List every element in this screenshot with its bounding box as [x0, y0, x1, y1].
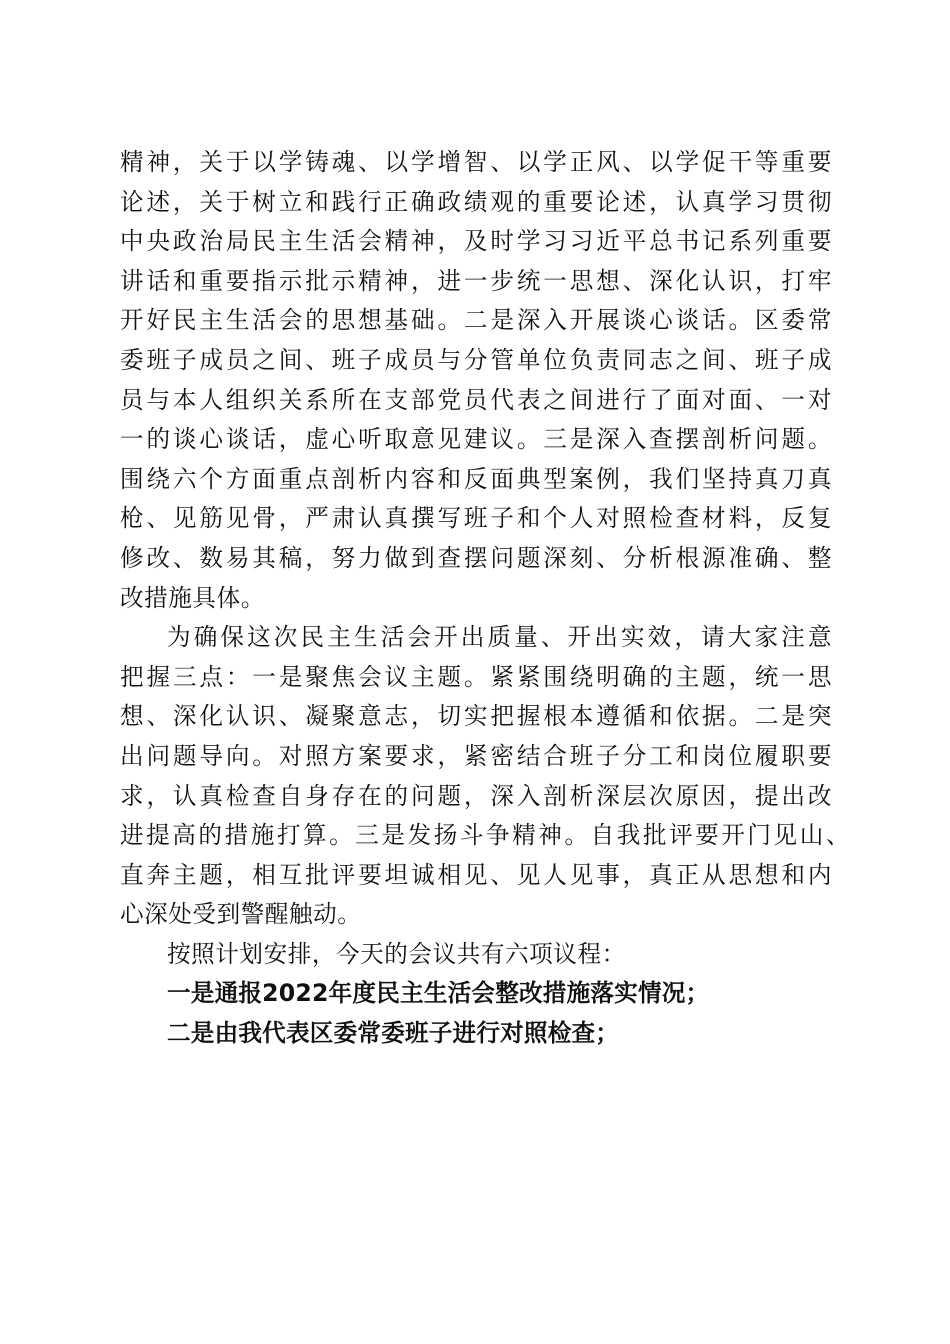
text-line: 出问题导向。对照方案要求，紧密结合班子分工和岗位履职要 [120, 741, 832, 770]
text-line: 精神，关于以学铸魂、以学增智、以学正风、以学促干等重要 [120, 148, 832, 176]
text-line: 改措施具体。 [120, 583, 265, 612]
agenda-item-1 [120, 974, 832, 1014]
paragraph-agenda-intro [120, 935, 832, 975]
text-line: 中央政治局民主生活会精神，及时学习习近平总书记系列重要 [120, 227, 832, 256]
text-line: 委班子成员之间、班子成员与分管单位负责同志之间、班子成 [120, 345, 832, 374]
text-line: 论述，关于树立和践行正确政绩观的重要论述，认真学习贯彻 [120, 187, 832, 216]
text-line: 想、深化认识、凝聚意志，切实把握根本遵循和依据。二是突 [120, 702, 832, 731]
paragraph-three-points [120, 618, 850, 935]
text-line: 二是由我代表区委常委班子进行对照检查； [167, 1019, 620, 1048]
text-line: 进提高的措施打算。三是发扬斗争精神。自我批评要开门见山、 [120, 821, 850, 850]
paragraph-study-and-talks [120, 143, 832, 618]
text-line: 讲话和重要指示批示精神，进一步统一思想、深化认识，打牢 [120, 266, 832, 295]
text-line: 开好民主生活会的思想基础。二是深入开展谈心谈话。区委常 [120, 306, 832, 335]
text-line: 为确保这次民主生活会开出质量、开出实效，请大家注意 [167, 623, 832, 652]
text-line: 修改、数易其稿，努力做到查摆问题深刻、分析根源准确、整 [120, 543, 832, 572]
text-line: 一的谈心谈话，虚心听取意见建议。三是深入查摆剖析问题。 [120, 425, 832, 454]
text-line: 员与本人组织关系所在支部党员代表之间进行了面对面、一对 [120, 385, 832, 414]
text-line: 心深处受到警醒触动。 [120, 900, 362, 929]
text-line: 围绕六个方面重点剖析内容和反面典型案例，我们坚持真刀真 [120, 464, 832, 493]
text-line: 一是通报2022年度民主生活会整改措施落实情况； [167, 979, 710, 1008]
text-line: 求，认真检查自身存在的问题，深入剖析深层次原因，提出改 [120, 781, 832, 810]
document-body [120, 143, 850, 1054]
text-line: 把握三点：一是聚焦会议主题。紧紧围绕明确的主题，统一思 [120, 662, 832, 691]
agenda-item-2 [120, 1014, 832, 1054]
text-line: 直奔主题，相互批评要坦诚相见、见人见事，真正从思想和内 [120, 860, 832, 889]
text-line: 按照计划安排，今天的会议共有六项议程： [167, 939, 626, 968]
text-line: 枪、见筋见骨，严肃认真撰写班子和个人对照检查材料，反复 [120, 504, 832, 533]
